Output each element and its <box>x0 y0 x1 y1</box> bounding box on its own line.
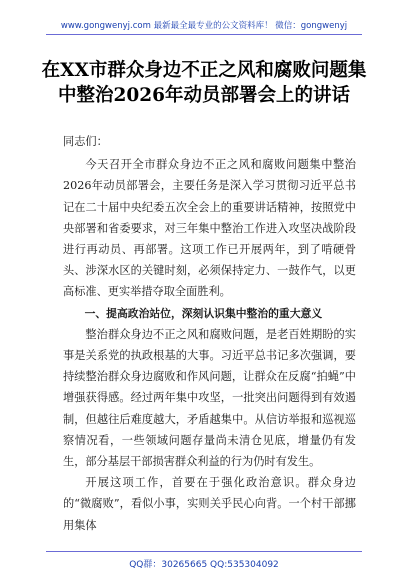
page-header <box>0 0 408 34</box>
paragraph-3: 开展这项工作，首要在于强化政治意识。群众身边的“微腐败”，看似小事，实则关乎民心向背。一个村干部挪用集体 <box>63 476 356 532</box>
header-rule <box>46 34 362 35</box>
paragraph-2: 整治群众身边不正之风和腐败问题，是老百姓期盼的实事是关系党的执政根基的大事。习近平总书记多次强调，要持续整治群众身边腐败和作风问题，让群众在反腐“拍蝇”中增强获得感。经过两年集中攻坚，一批突出问题得到有效遏制，但越往后难度越大，矛盾越集中。从信访举报和巡视巡察情况看，一些领域问题存量尚未清仓见底，增量仍有发生，部分基层干部损害群众利益的行为仍时有发生。 <box>63 327 356 469</box>
footer-rule <box>46 551 362 552</box>
title-line-2: 中整治2026年动员部署会上的讲话 <box>58 85 350 106</box>
section-heading-1: 一、提高政治站位，深刻认识集中整治的重大意义 <box>84 306 323 320</box>
title-line-1: 在XX市群众身边不正之风和腐败问题集 <box>41 60 367 81</box>
paragraph-1: 今天召开全市群众身边不正之风和腐败问题集中整治2026年动员部署会，主要任务是深入学习贯彻习近平总书记在二十届中央纪委五次全会上的重要讲话精神，按照党中央部署和省委要求，对三年集中整治工作进入攻坚决战阶段进行再动员、再部署。这项工作已开展两年，到了啃硬骨头、涉深水区的关键时刻，必须保持定力、一鼓作气，以更高标准、更实举措夺取全面胜利。 <box>63 158 356 299</box>
document-body <box>63 131 356 536</box>
footer-contact: QQ群：30265665 QQ:535304092 <box>129 560 279 570</box>
greeting: 同志们： <box>63 135 108 148</box>
page-footer <box>0 557 408 570</box>
document-title <box>20 58 388 108</box>
header-banner: www.gongwenyj.com 最新最全最专业的公文资料库！ 微信：gongwenyj <box>60 21 348 31</box>
